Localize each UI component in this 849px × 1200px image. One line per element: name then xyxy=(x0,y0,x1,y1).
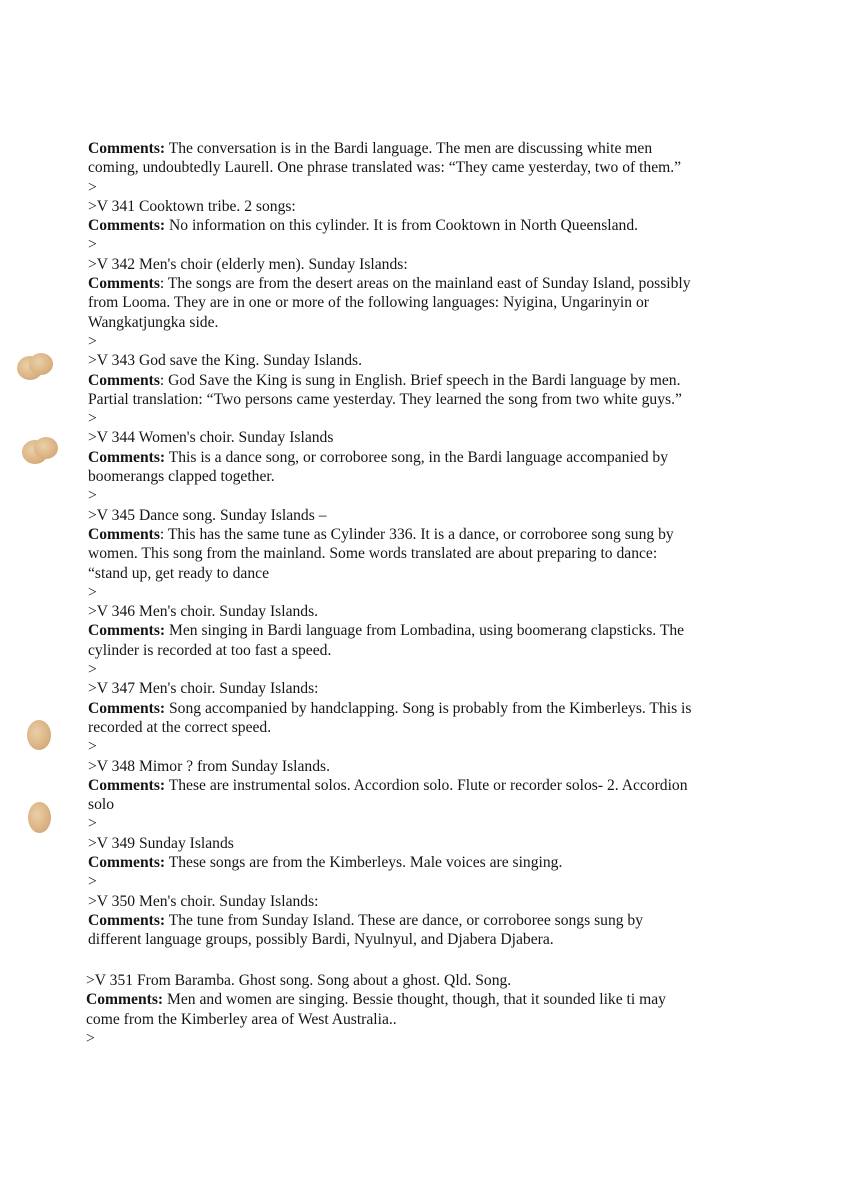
comment-text: These songs are from the Kimberleys. Male voices are singing. xyxy=(165,853,563,871)
comment-line xyxy=(88,930,778,949)
comments-label: Comments: xyxy=(88,448,166,466)
comment-text: different language groups, possibly Bardi, Nyulnyul, and Djabera Djabera. xyxy=(88,931,554,949)
comment-text: from Looma. They are in one or more of the following languages: Nyigina, Ungarinyin or xyxy=(88,294,649,312)
comment-line xyxy=(88,699,778,718)
entry-separator-marker: > xyxy=(88,815,97,833)
comment-text: Song accompanied by handclapping. Song is probably from the Kimberleys. This is xyxy=(165,699,692,717)
comment-line xyxy=(88,853,778,872)
comment-text: The conversation is in the Bardi language. The men are discussing white men xyxy=(165,140,653,157)
comment-text: : This has the same tune as Cylinder 336. It is a dance, or corroboree song sung by xyxy=(159,525,674,543)
comment-line xyxy=(88,158,778,177)
entry-heading: >V 348 Mimor ? from Sunday Islands. xyxy=(88,757,330,775)
comments-label: Comments: xyxy=(88,853,166,871)
entry-heading: >V 350 Men's choir. Sunday Islands: xyxy=(88,892,319,910)
entry-separator-marker: > xyxy=(88,332,97,350)
entry-separator-marker: > xyxy=(88,487,97,505)
comment-line xyxy=(88,525,778,544)
comment-text: No information on this cylinder. It is from Cooktown in North Queensland. xyxy=(165,217,639,235)
entry-heading: >V 345 Dance song. Sunday Islands – xyxy=(88,506,327,524)
comment-text: boomerangs clapped together. xyxy=(88,468,275,486)
comment-text: : God Save the King is sung in English. Brief speech in the Bardi language by men. xyxy=(159,371,681,389)
entry-heading: >V 342 Men's choir (elderly men). Sunday Islands: xyxy=(88,255,408,273)
entry-separator-marker: > xyxy=(88,583,97,601)
comment-text: solo xyxy=(88,796,114,814)
comment-line xyxy=(88,216,778,235)
entry-separator-marker: > xyxy=(88,873,97,891)
comment-text: Men singing in Bardi language from Lombadina, using boomerang clapsticks. The xyxy=(165,622,685,640)
comment-text: recorded at the correct speed. xyxy=(88,718,272,736)
comment-line xyxy=(88,776,778,795)
comment-text: Wangkatjungka side. xyxy=(88,313,219,331)
comment-line xyxy=(88,390,778,409)
comment-line xyxy=(88,641,778,660)
punch-hole-mark xyxy=(17,356,43,380)
comment-line xyxy=(88,544,778,563)
comment-line xyxy=(88,448,778,467)
comment-text: The tune from Sunday Island. These are dance, or corroboree songs sung by xyxy=(165,911,644,929)
entry-separator-marker: > xyxy=(88,738,97,756)
punch-hole-mark xyxy=(22,440,48,464)
comment-line xyxy=(88,795,778,814)
entry-heading: >V 351 From Baramba. Ghost song. Song about a ghost. Qld. Song. xyxy=(86,972,512,989)
comments-label: Comments xyxy=(88,371,160,389)
comments-label: Comments: xyxy=(88,217,166,235)
comment-line xyxy=(86,990,776,1009)
comments-label: Comments xyxy=(88,275,160,293)
comment-text: coming, undoubtedly Laurell. One phrase translated was: “They came yesterday, two of them.” xyxy=(88,159,682,177)
comment-line xyxy=(88,564,778,583)
comment-line xyxy=(88,293,778,312)
comment-text: women. This song from the mainland. Some words translated are about preparing to dance: xyxy=(88,545,658,563)
punch-hole-mark xyxy=(27,720,51,750)
entry-separator-marker: > xyxy=(88,178,97,196)
comment-line xyxy=(88,911,778,930)
comment-text: This is a dance song, or corroboree song, in the Bardi language accompanied by xyxy=(165,448,668,466)
comment-text: cylinder is recorded at too fast a speed. xyxy=(88,641,332,659)
comment-line xyxy=(88,371,778,390)
comment-text: come from the Kimberley area of West Australia.. xyxy=(86,1010,397,1028)
blank-line xyxy=(88,949,778,968)
comment-line xyxy=(88,313,778,332)
entry-heading: >V 346 Men's choir. Sunday Islands. xyxy=(88,603,319,621)
comment-line xyxy=(88,139,778,158)
entry-heading: >V 344 Women's choir. Sunday Islands xyxy=(88,429,334,447)
entry-heading: >V 349 Sunday Islands xyxy=(88,834,234,852)
entry-separator-marker: > xyxy=(88,236,97,254)
punch-hole-mark xyxy=(28,802,51,833)
entry-separator-marker: > xyxy=(88,410,97,428)
comments-label: Comments: xyxy=(88,911,166,929)
comments-label: Comments: xyxy=(88,776,166,794)
comment-line xyxy=(88,718,778,737)
comment-line xyxy=(88,467,778,486)
comment-line xyxy=(88,274,778,293)
comment-text: “stand up, get ready to dance xyxy=(88,564,269,582)
entry-heading: >V 347 Men's choir. Sunday Islands: xyxy=(88,680,319,698)
comment-line xyxy=(88,621,778,640)
comment-line xyxy=(86,1010,776,1029)
comment-text: Men and women are singing. Bessie thought, though, that it sounded like ti may xyxy=(163,991,666,1009)
catalog-entry-351 xyxy=(86,971,776,1048)
comments-label: Comments: xyxy=(86,991,164,1009)
entry-separator-marker: > xyxy=(88,661,97,679)
comment-text: : The songs are from the desert areas on the mainland east of Sunday Island, possibly xyxy=(159,275,691,293)
entry-separator-marker: > xyxy=(86,1029,95,1047)
entry-heading: >V 341 Cooktown tribe. 2 songs: xyxy=(88,197,296,215)
catalog-entries xyxy=(88,139,778,969)
comments-label: Comments: xyxy=(88,699,166,717)
comment-text: Partial translation: “Two persons came yesterday. They learned the song from two white guys.” xyxy=(88,390,682,408)
comment-text: These are instrumental solos. Accordion solo. Flute or recorder solos- 2. Accordion xyxy=(165,776,688,794)
comments-label: Comments: xyxy=(88,140,166,157)
comments-label: Comments: xyxy=(88,622,166,640)
comments-label: Comments xyxy=(88,525,160,543)
entry-heading: >V 343 God save the King. Sunday Islands. xyxy=(88,352,363,370)
